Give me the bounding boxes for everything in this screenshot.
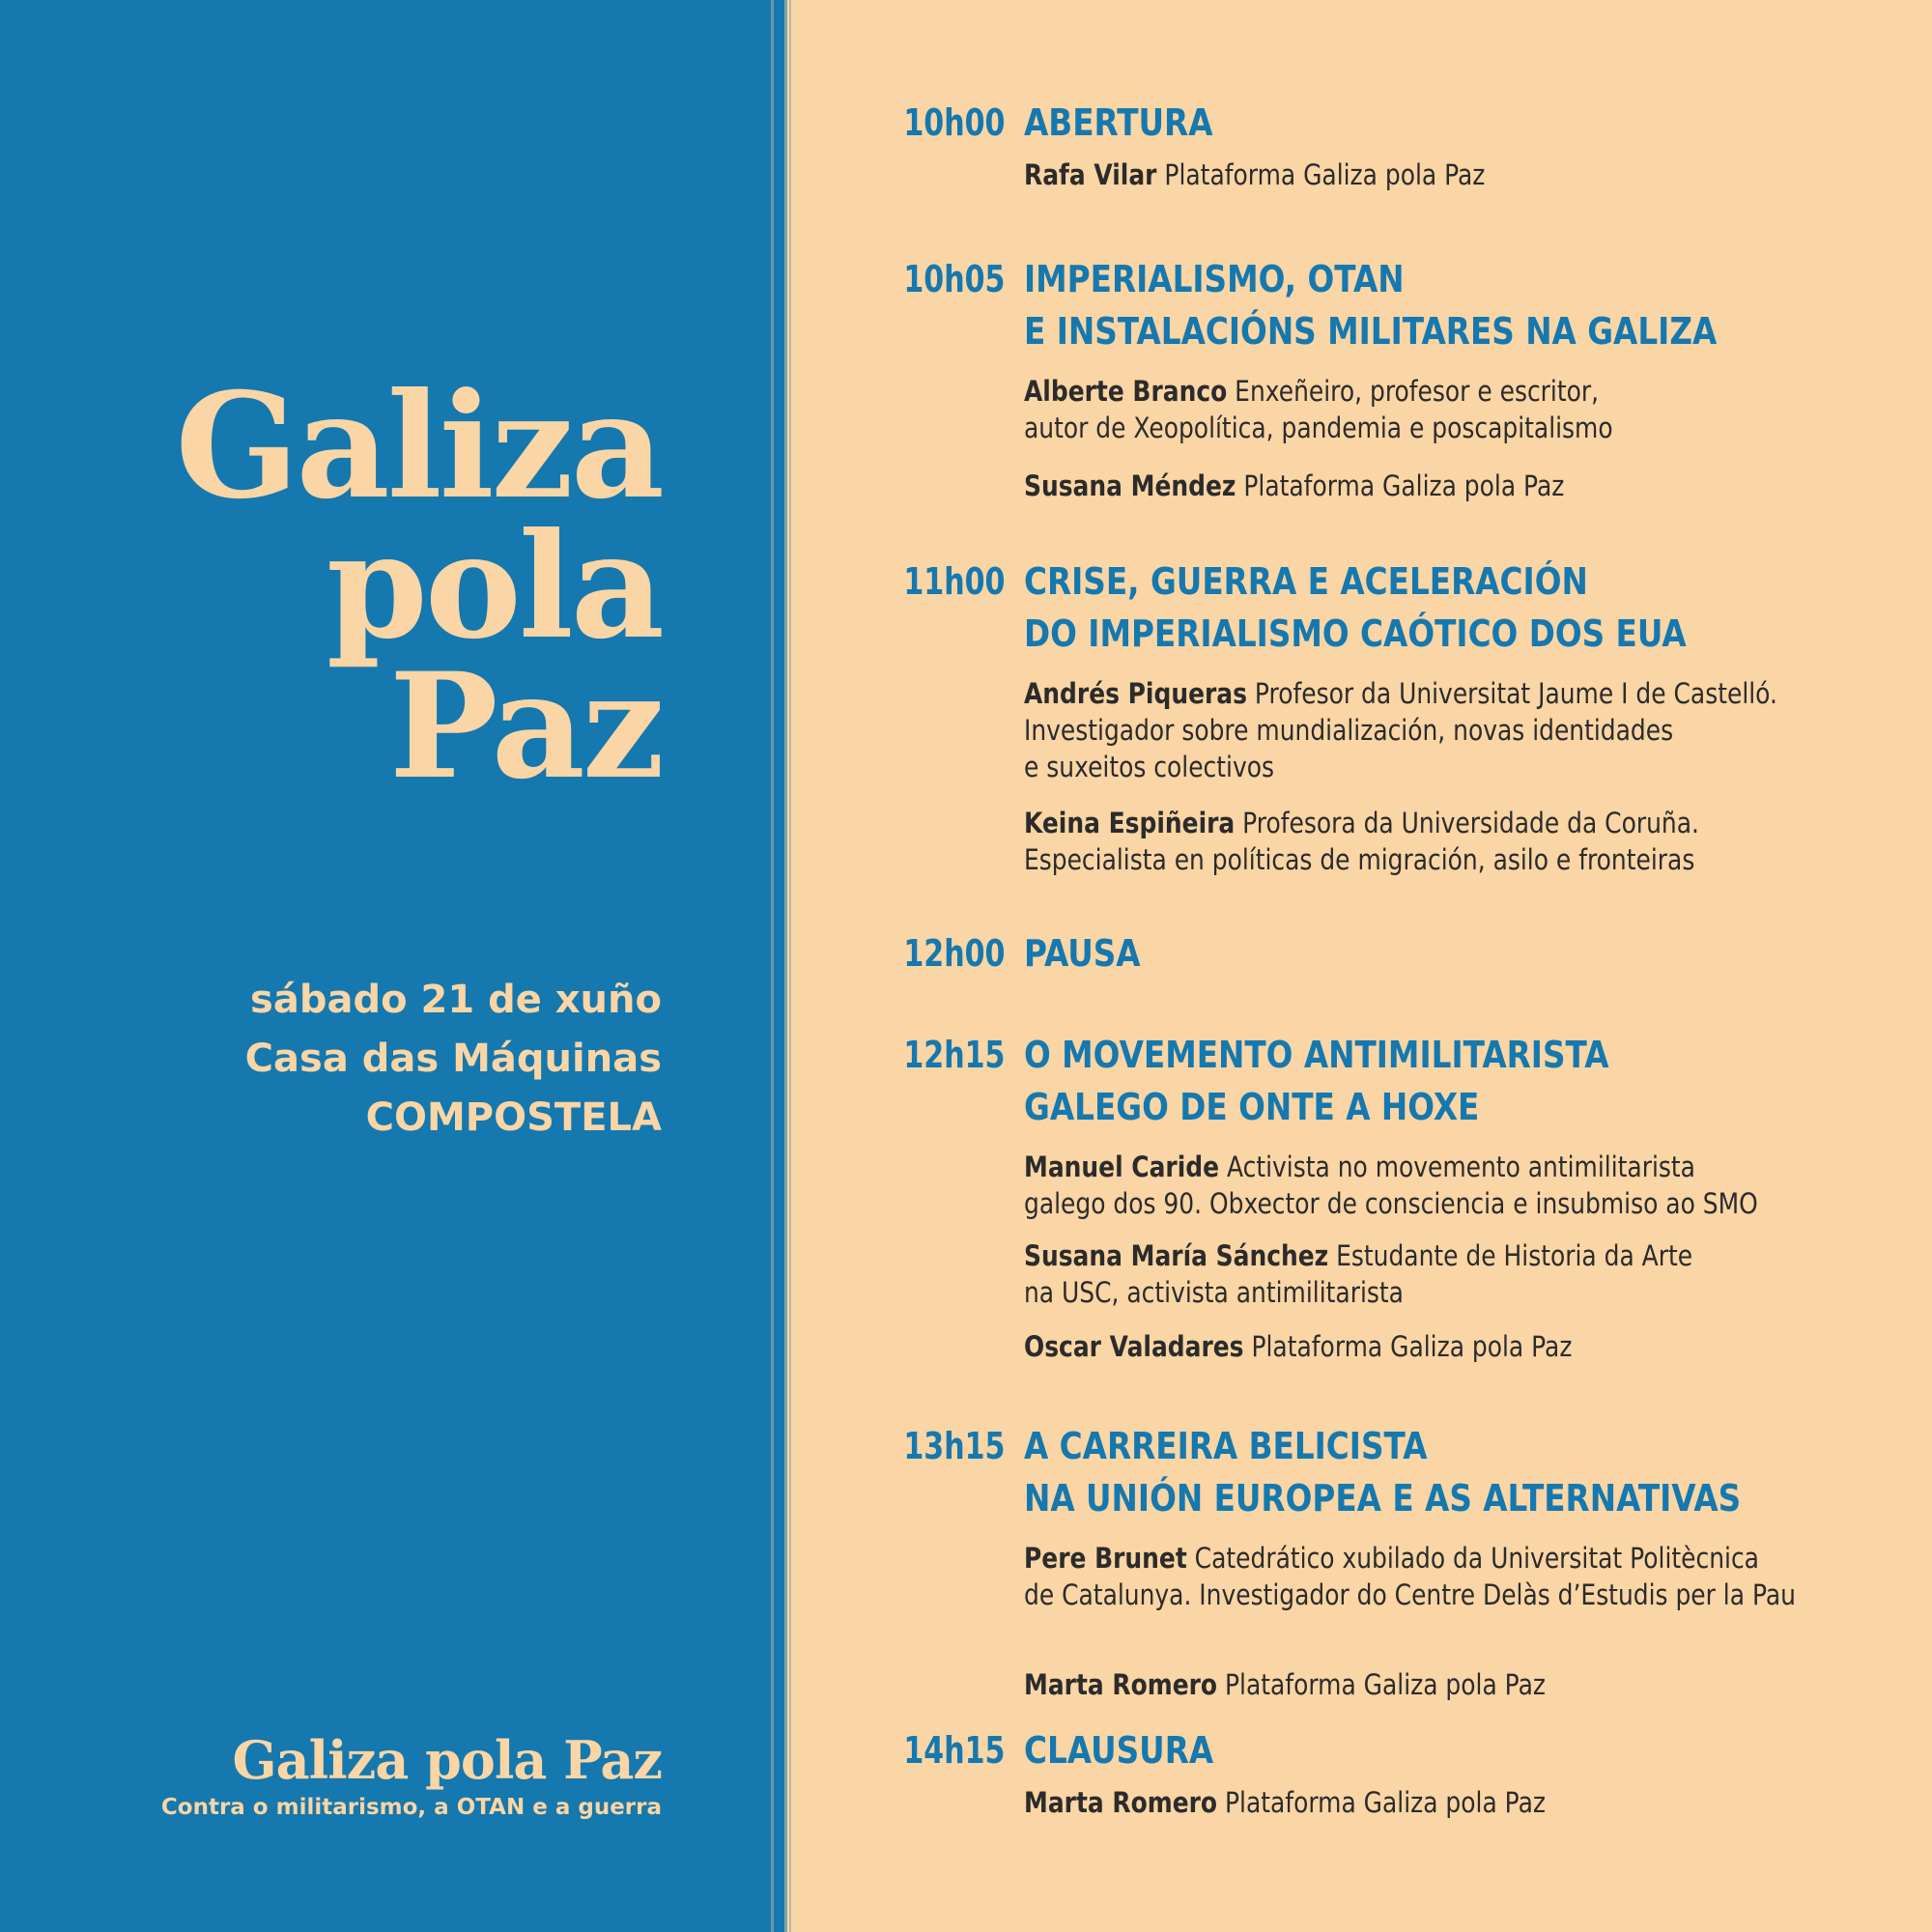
speaker-entry: [1024, 1666, 1546, 1703]
session-time: 10h00: [902, 101, 1005, 144]
left-panel: [0, 0, 784, 1932]
speaker-entry: [1024, 1149, 1758, 1222]
speaker-description: na USC, activista antimilitarista: [1024, 1276, 1404, 1309]
brush-edge: [771, 0, 774, 1932]
event-city: COMPOSTELA: [365, 1095, 662, 1140]
session-time: 12h00: [902, 932, 1005, 975]
speaker-entry: [1024, 1237, 1692, 1311]
speaker-entry: [1024, 805, 1699, 878]
session-title: [1024, 1420, 1741, 1524]
session-title: [1024, 555, 1687, 660]
speaker-name: Susana Méndez: [1024, 469, 1236, 502]
speaker-entry: [1024, 156, 1485, 193]
speaker-entry: [1024, 1328, 1572, 1365]
speaker-description: Plataforma Galiza pola Paz: [1224, 1668, 1546, 1701]
event-date: sábado 21 de xuño: [250, 978, 662, 1022]
session-time: 13h15: [902, 1425, 1005, 1467]
session-title: [1024, 1029, 1609, 1133]
session-title-line: DO IMPERIALISMO CAÓTICO DOS EUA: [1024, 612, 1687, 655]
footer-tagline: Contra o militarismo, a OTAN e a guerra: [160, 1795, 662, 1820]
speaker-name: Marta Romero: [1024, 1668, 1218, 1701]
session-title: [1024, 97, 1213, 149]
speaker-description: Catedrático xubilado da Universitat Politècnica: [1194, 1542, 1759, 1575]
speaker-name: Andrés Piqueras: [1024, 677, 1247, 710]
speaker-description: e suxeitos colectivos: [1024, 751, 1274, 783]
poster-title-line: Paz: [388, 641, 662, 811]
speaker-description: Profesora da Universidade da Coruña.: [1242, 807, 1699, 839]
speaker-entry: [1024, 1784, 1546, 1821]
speaker-description: Especialista en políticas de migración, asilo e fronteiras: [1024, 843, 1695, 876]
poster-title-line: pola: [326, 501, 662, 671]
speaker-entry: [1024, 675, 1777, 785]
session-title: [1024, 253, 1717, 357]
session-title: [1024, 1724, 1213, 1776]
speaker-description: Plataforma Galiza pola Paz: [1224, 1786, 1546, 1819]
speaker-description: Plataforma Galiza pola Paz: [1251, 1330, 1573, 1363]
speaker-description: Investigador sobre mundialización, novas identidades: [1024, 714, 1674, 747]
session-title-line: NA UNIÓN EUROPEA E AS ALTERNATIVAS: [1024, 1477, 1742, 1520]
speaker-description: autor de Xeopolítica, pandemia e poscapitalismo: [1024, 412, 1613, 444]
speaker-description: Plataforma Galiza pola Paz: [1164, 158, 1486, 191]
session-title: [1024, 927, 1141, 980]
speaker-name: Manuel Caride: [1024, 1151, 1220, 1183]
poster-title-line: Galiza: [175, 361, 662, 531]
session-title-line: E INSTALACIÓNS MILITARES NA GALIZA: [1024, 310, 1718, 353]
session-title-line: CLAUSURA: [1024, 1729, 1214, 1772]
speaker-name: Susana María Sánchez: [1024, 1239, 1329, 1272]
brush-edge: [784, 0, 787, 1932]
speaker-description: de Catalunya. Investigador do Centre Delàs d’Estudis per la Pau: [1024, 1578, 1796, 1611]
session-time: 12h15: [902, 1034, 1005, 1076]
speaker-description: Estudante de Historia da Arte: [1336, 1239, 1693, 1272]
footer-brand: [161, 1729, 662, 1824]
speaker-description: Profesor da Universitat Jaume I de Castelló.: [1254, 677, 1777, 710]
poster-title: [175, 361, 662, 811]
event-info: [245, 971, 662, 1148]
session-time: 10h05: [902, 258, 1005, 300]
session-time: 14h15: [902, 1729, 1005, 1772]
footer-logo-name: Galiza pola Paz: [232, 1729, 662, 1791]
speaker-name: Pere Brunet: [1024, 1542, 1187, 1575]
speaker-description: Enxeñeiro, profesor e escritor,: [1235, 375, 1600, 408]
speaker-name: Rafa Vilar: [1024, 158, 1157, 191]
session-title-line: ABERTURA: [1024, 101, 1213, 144]
speaker-name: Oscar Valadares: [1024, 1330, 1244, 1363]
session-title-line: O MOVEMENTO ANTIMILITARISTA: [1024, 1034, 1609, 1076]
brush-edge: [789, 0, 791, 1932]
speaker-name: Marta Romero: [1024, 1786, 1218, 1819]
session-time: 11h00: [902, 560, 1005, 603]
speaker-description: Activista no movemento antimilitarista: [1226, 1151, 1695, 1183]
speaker-description: galego dos 90. Obxector de consciencia e insubmiso ao SMO: [1024, 1187, 1758, 1220]
session-title-line: IMPERIALISMO, OTAN: [1024, 258, 1405, 300]
speaker-entry: [1024, 1540, 1796, 1613]
session-title-line: CRISE, GUERRA E ACELERACIÓN: [1024, 560, 1588, 603]
session-title-line: GALEGO DE ONTE A HOXE: [1024, 1086, 1480, 1128]
event-venue: Casa das Máquinas: [244, 1037, 662, 1081]
speaker-description: Plataforma Galiza pola Paz: [1243, 469, 1565, 502]
speaker-entry: [1024, 373, 1613, 446]
session-title-line: PAUSA: [1024, 932, 1141, 975]
speaker-name: Keina Espiñeira: [1024, 807, 1236, 839]
speaker-name: Alberte Branco: [1024, 375, 1228, 408]
speaker-entry: [1024, 468, 1564, 504]
session-title-line: A CARREIRA BELICISTA: [1024, 1425, 1428, 1467]
